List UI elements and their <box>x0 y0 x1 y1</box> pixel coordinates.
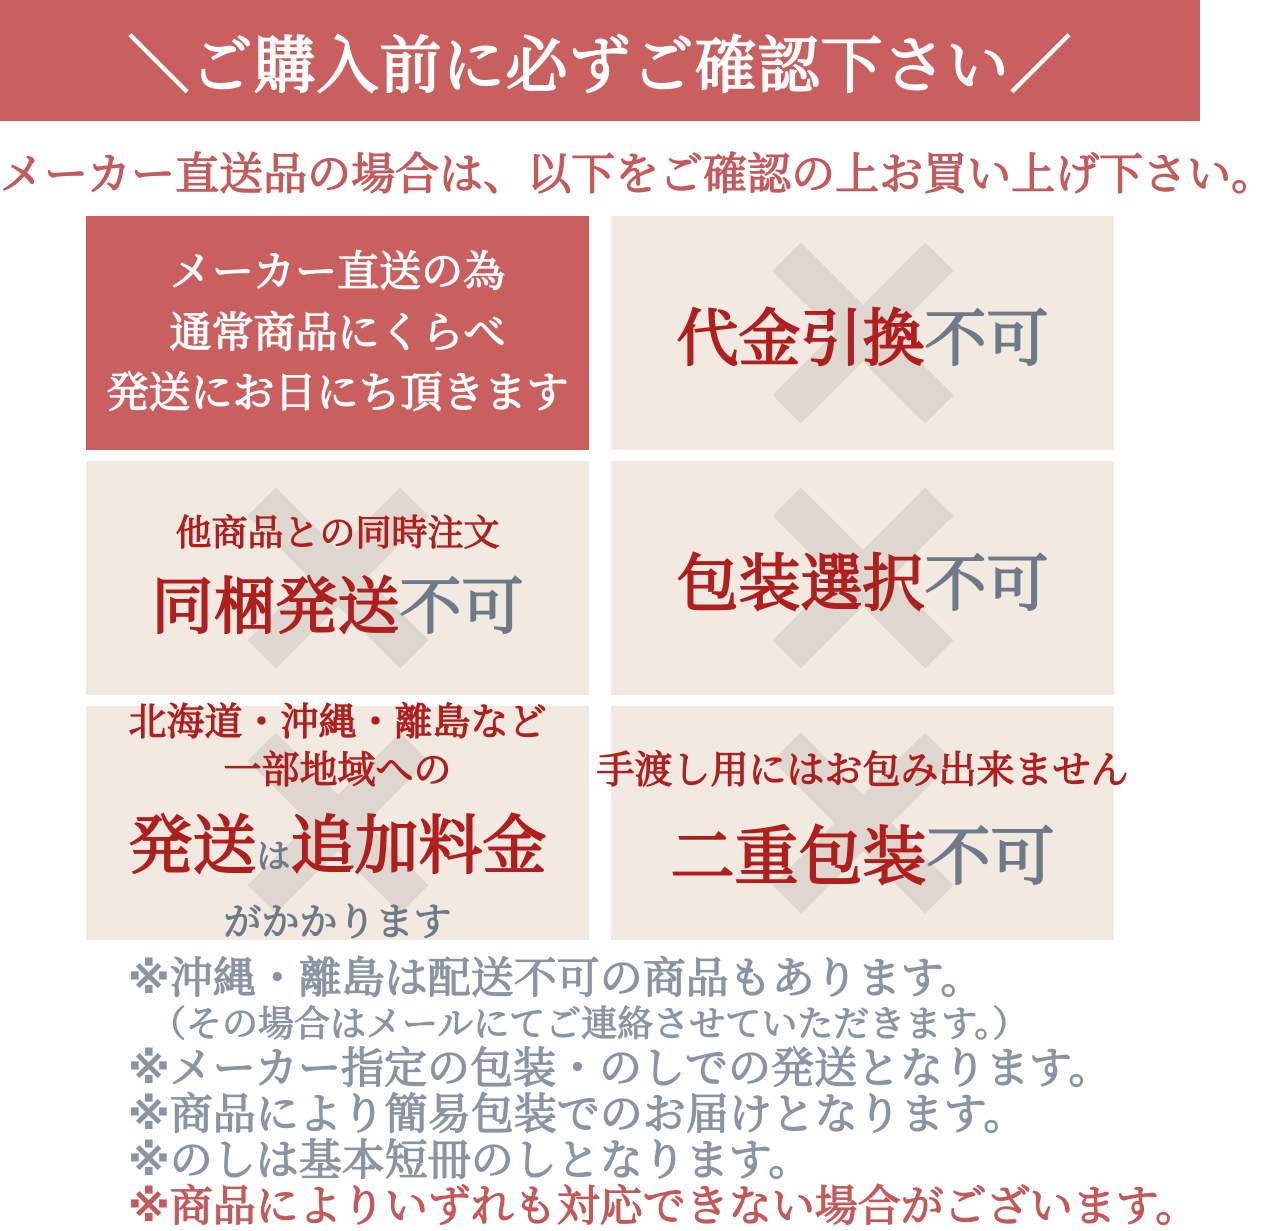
footnote-maker-wrap: ※メーカー指定の包装・のしでの発送となります。 <box>128 1045 1112 1093</box>
bundle-label <box>151 557 523 646</box>
cod-suffix-text: 不可 <box>924 304 1049 374</box>
footnotes <box>128 956 1200 1230</box>
notice-grid <box>86 216 1200 944</box>
double-wrap-main-text: 二重包装 <box>670 820 927 893</box>
wrap-select-label <box>676 534 1048 623</box>
footnote-simple-wrap: ※商品により簡易包装でのお届けとなります。 <box>128 1091 1027 1139</box>
remote-fee-tail: がかかります <box>223 902 452 944</box>
direct-ship-line-3: 発送にお日にち頂きます <box>106 369 569 417</box>
bundle-main-text: 同梱発送 <box>151 572 400 642</box>
footnote-not-supported: ※商品によりいずれも対応できない場合がございます。 <box>128 1183 1199 1231</box>
header-band <box>0 0 1200 121</box>
bundle-suffix-text: 不可 <box>399 572 524 642</box>
remote-area-fee-box <box>86 702 589 944</box>
wrap-select-box <box>611 461 1114 695</box>
footnote-noshi: ※のしは基本短冊のしとなります。 <box>128 1137 812 1185</box>
remote-fee-big-2: 追加料金 <box>290 810 547 882</box>
remote-fee-big-1: 発送 <box>128 810 257 882</box>
remote-fee-note-1: 北海道・沖縄・離島など <box>128 702 547 744</box>
double-wrap-suffix-text: 不可 <box>926 820 1055 893</box>
remote-fee-main-line <box>129 795 547 887</box>
cod-unavailable-box <box>611 216 1114 450</box>
direct-ship-line-1: メーカー直送の為 <box>169 247 506 295</box>
double-wrap-note: 手渡し用にはお包み出来ません <box>596 750 1129 793</box>
footnote-email-contact: （その場合はメールにてご連絡させていただきます。） <box>150 1003 1029 1044</box>
double-wrap-box <box>596 706 1129 940</box>
remote-fee-particle: は <box>256 838 291 876</box>
subtitle: メーカー直送品の場合は、以下をご確認の上お買い上げ下さい。 <box>0 150 1275 199</box>
direct-ship-line-2: 通常商品にくらべ <box>169 308 506 356</box>
remote-fee-note-2: 一部地域への <box>223 749 452 792</box>
bundle-note: 他商品との同時注文 <box>175 512 500 554</box>
wrap-select-suffix-text: 不可 <box>924 549 1049 619</box>
footnote-okinawa: ※沖縄・離島は配送不可の商品もあります。 <box>128 955 984 1003</box>
wrap-select-main-text: 包装選択 <box>676 549 925 619</box>
bundle-shipping-box <box>86 461 589 695</box>
double-wrap-label <box>671 806 1055 898</box>
cod-label <box>676 289 1048 378</box>
page-title: ＼ご購入前に必ずご確認下さい／ <box>127 32 1073 101</box>
cod-main-text: 代金引換 <box>676 304 925 374</box>
direct-shipping-notice-box <box>86 216 589 450</box>
